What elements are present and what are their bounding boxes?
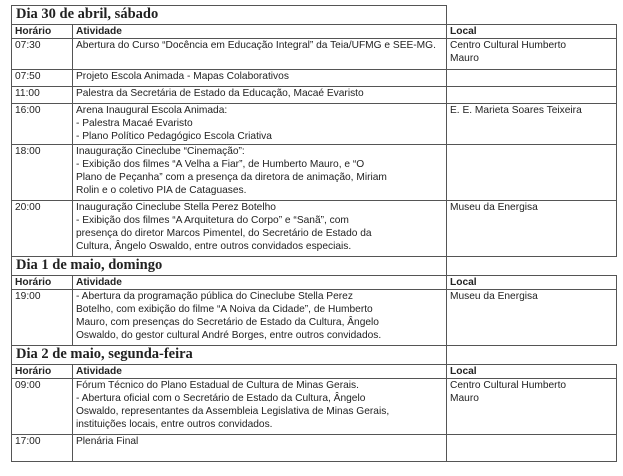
event-row: [12, 379, 617, 435]
event-place: Centro Cultural Humberto Mauro: [447, 39, 617, 70]
event-activity: Palestra da Secretária de Estado da Educação, Macaé Evaristo: [73, 87, 447, 104]
schedule: [11, 5, 616, 462]
header-time: Horário: [12, 25, 73, 39]
event-place: Centro Cultural Humberto Mauro: [447, 379, 617, 435]
event-row: [12, 39, 617, 70]
event-row: [12, 201, 617, 257]
event-activity: Fórum Técnico do Plano Estadual de Cultura de Minas Gerais. - Abertura oficial com o Secretário de Estado da Cultura, Ângelo Oswaldo, representantes da Assembleia Legislativa de Minas Gerais, instituições locais, entre outros convidados.: [73, 379, 447, 435]
day-heading-blank: [447, 257, 617, 276]
event-row: [12, 290, 617, 346]
event-row: [12, 70, 617, 87]
day-heading-blank: [447, 6, 617, 25]
event-activity: Projeto Escola Animada - Mapas Colaborativos: [73, 70, 447, 87]
event-place: [447, 145, 617, 201]
event-time: 18:00: [12, 145, 73, 201]
event-activity: Abertura do Curso “Docência em Educação Integral” da Teia/UFMG e SEE-MG.: [73, 39, 447, 70]
event-activity: Arena Inaugural Escola Animada: - Palestra Macaé Evaristo - Plano Político Pedagógico Escola Criativa: [73, 104, 447, 145]
event-time: 11:00: [12, 87, 73, 104]
event-time: 09:00: [12, 379, 73, 435]
event-place: [447, 70, 617, 87]
event-place: [447, 435, 617, 462]
event-time: 17:00: [12, 435, 73, 462]
column-header-row: [12, 25, 617, 39]
event-activity: Inauguração Cineclube “Cinemação”: - Exibição dos filmes “A Velha a Fiar”, de Humberto Mauro, e “O Plano de Peçanha” com a presença da diretora de animação, Miriam Rolin e o coletivo PIA de Cataguases.: [73, 145, 447, 201]
header-place: Local: [447, 276, 617, 290]
event-place: [447, 87, 617, 104]
event-activity: Inauguração Cineclube Stella Perez Botelho - Exibição dos filmes “A Arquitetura do Corpo” e “Sanã”, com presença do diretor Marcos Pimentel, do Secretário de Estado da Cultura, Ângelo Oswaldo, entre outros convidados especiais.: [73, 201, 447, 257]
event-place: Museu da Energisa: [447, 201, 617, 257]
event-time: 19:00: [12, 290, 73, 346]
event-time: 16:00: [12, 104, 73, 145]
event-row: [12, 145, 617, 201]
column-header-row: [12, 365, 617, 379]
header-activity: Atividade: [73, 25, 447, 39]
event-row: [12, 104, 617, 145]
header-activity: Atividade: [73, 276, 447, 290]
schedule-table: [11, 5, 617, 462]
column-header-row: [12, 276, 617, 290]
header-time: Horário: [12, 276, 73, 290]
day-heading-row: [12, 6, 617, 25]
event-time: 20:00: [12, 201, 73, 257]
event-activity: - Abertura da programação pública do Cineclube Stella Perez Botelho, com exibição do filme “A Noiva da Cidade”, de Humberto Mauro, com presenças do Secretário de Estado da Cultura, Ângelo Oswaldo, do gestor cultural André Borges, entre outros convidados.: [73, 290, 447, 346]
event-activity: Plenária Final: [73, 435, 447, 462]
event-time: 07:30: [12, 39, 73, 70]
day-title: Dia 30 de abril, sábado: [12, 6, 447, 25]
event-place: Museu da Energisa: [447, 290, 617, 346]
day-title: Dia 2 de maio, segunda-feira: [12, 346, 447, 365]
day-heading-row: [12, 346, 617, 365]
header-activity: Atividade: [73, 365, 447, 379]
day-heading-row: [12, 257, 617, 276]
event-row: [12, 435, 617, 462]
header-time: Horário: [12, 365, 73, 379]
event-place: E. E. Marieta Soares Teixeira: [447, 104, 617, 145]
event-time: 07:50: [12, 70, 73, 87]
day-heading-blank: [447, 346, 617, 365]
event-row: [12, 87, 617, 104]
day-title: Dia 1 de maio, domingo: [12, 257, 447, 276]
header-place: Local: [447, 25, 617, 39]
header-place: Local: [447, 365, 617, 379]
